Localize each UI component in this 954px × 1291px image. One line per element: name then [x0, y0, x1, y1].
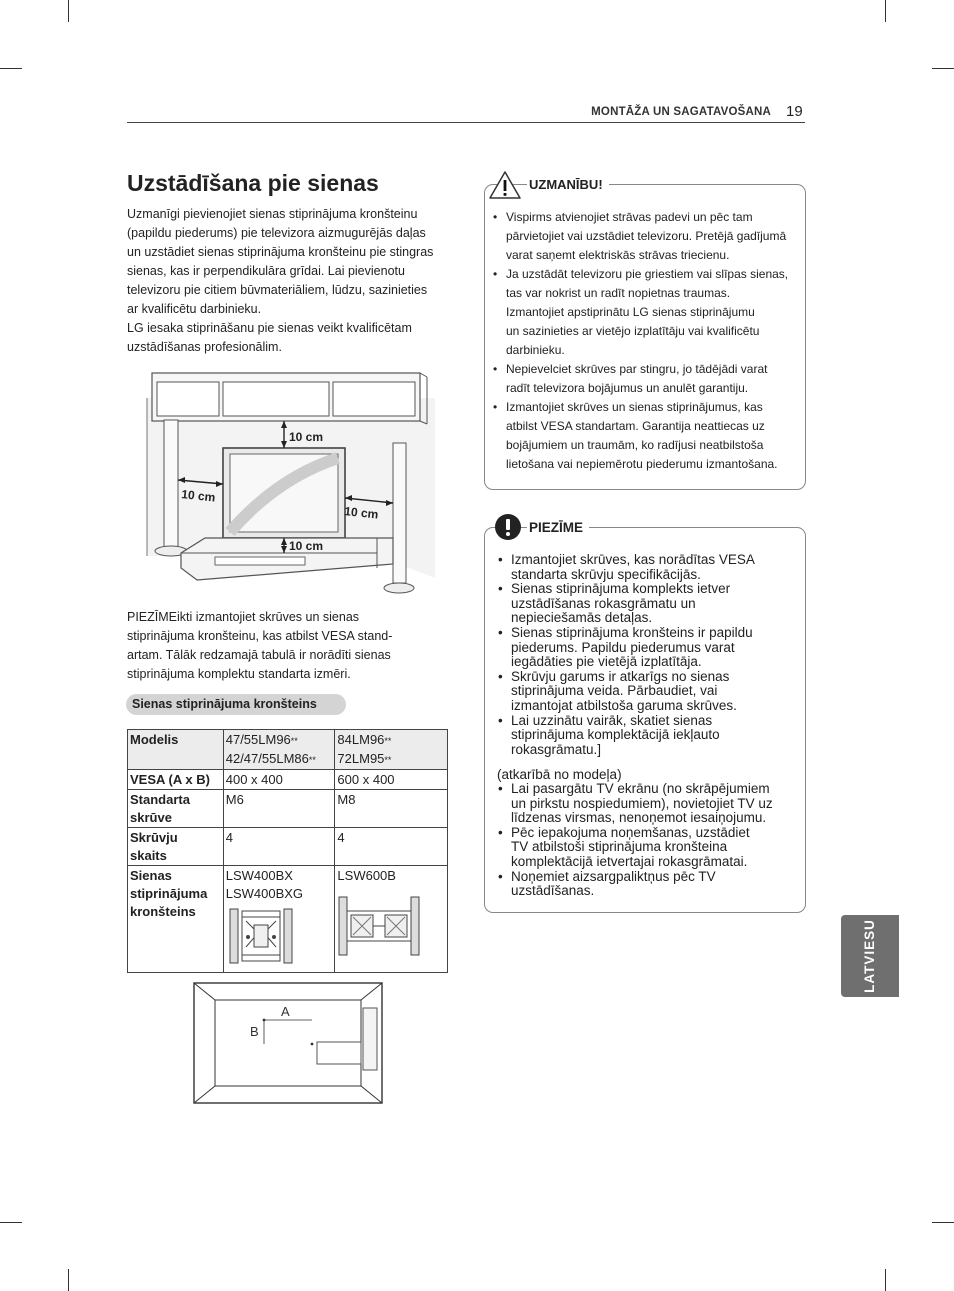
page-title: Uzstādīšana pie sienas: [127, 170, 379, 196]
wall-mount-spec-table: [127, 729, 448, 973]
note-model-dependence: (atkarībā no modeļa): [497, 767, 622, 782]
model-value: 84LM96: [337, 732, 385, 747]
intro-line: (papildu piederums) pie televizora aizmugurējās daļas: [127, 226, 426, 240]
model-mark: **: [384, 736, 392, 746]
language-tab: [841, 915, 899, 997]
bracket-model: LSW400BXG: [225, 886, 304, 901]
row-label-model: Modelis: [128, 730, 224, 770]
header-rule: [127, 122, 805, 123]
table-row: [128, 828, 448, 866]
clearance-label-left: 10 cm: [180, 487, 216, 505]
intro-line: Uzmanīgi pievienojiet sienas stiprinājuma kronšteinu: [127, 207, 418, 221]
wall-mount-clearance-illustration: [137, 368, 439, 604]
caution-title: UZMANĪBU!: [527, 177, 609, 192]
note-list-b: [497, 782, 797, 899]
crop-mark: [885, 1269, 886, 1291]
intro-line: ar kvalificētu darbinieku.: [127, 302, 262, 316]
model-mark: **: [384, 755, 392, 765]
clearance-label-bottom: 10 cm: [289, 539, 324, 553]
note-line: stiprinājuma komplektu standarta izmēri.: [127, 667, 351, 681]
note-item: • Lai uzzinātu vairāk, skatiet sienas stiprinājuma komplektācijā iekļauto rokasgrāmatu.]: [497, 714, 797, 758]
clearance-label-right: 10 cm: [343, 504, 379, 522]
intro-line: sienas, kas ir perpendikulāra grīdai. Lai pievienotu: [127, 264, 405, 278]
row-label-vesa: VESA (A x B): [128, 770, 224, 790]
note-item: • Pēc iepakojuma noņemšanas, uzstādiet TV atbilstoši stiprinājuma kronšteina komplektācijā ietvertajai rokasgrāmatai.: [497, 826, 797, 870]
table-cell: [223, 730, 335, 770]
note-exclamation-icon: [494, 513, 522, 541]
intro-line: un uzstādiet sienas stiprinājuma kronšteinu pie stingras: [127, 245, 434, 259]
model-value: 42/47/55LM86: [225, 751, 309, 766]
table-cell: [335, 730, 448, 770]
crop-mark: [0, 68, 22, 69]
row-label-screw: Standarta skrūve: [128, 790, 224, 828]
table-cell: 4: [335, 828, 448, 866]
crop-mark: [68, 1269, 69, 1291]
warning-triangle-icon: [488, 170, 522, 200]
table-cell: [223, 866, 335, 973]
table-row: [128, 770, 448, 790]
model-value: 47/55LM96: [225, 732, 291, 747]
crop-mark: [68, 0, 69, 22]
intro-line: televizoru pie citiem būvmateriāliem, lūdzu, sazinieties: [127, 283, 428, 297]
caution-item: • Vispirms atvienojiet strāvas padevi un pēc tam pārvietojiet vai uzstādiet televizoru. Pretējā gadījumā varat saņemt elektriskās strāvas triecienu.: [491, 208, 801, 265]
table-heading: Sienas stiprinājuma kronšteins: [126, 694, 346, 715]
vesa-note-paragraph: [127, 608, 392, 684]
intro-line: uzstādīšanas profesionālim.: [127, 340, 282, 354]
section-title: MONTĀŽA UN SAGATAVOŠANA: [591, 106, 771, 118]
caution-item: • Ja uzstādāt televizoru pie griestiem vai slīpas sienas, tas var nokrist un radīt nopietnas traumas. Izmantojiet apstiprinātu LG sienas stiprinājumu un sazinieties ar vietējo izplatītāju vai kvalificētu darbinieku.: [491, 265, 801, 360]
note-line: stiprinājuma kronšteinu, kas atbilst VESA stand-: [127, 629, 393, 643]
bracket-model: LSW400BX: [225, 868, 293, 883]
note-line: artam. Tālāk redzamajā tabulā ir norādīti sienas: [127, 648, 391, 662]
dimension-label-a: A: [281, 1004, 290, 1019]
table-cell: 400 x 400: [223, 770, 335, 790]
note-line: PIEZĪMEikti izmantojiet skrūves un sienas: [127, 610, 360, 624]
page-number: 19: [786, 103, 803, 120]
row-label-bracket: Sienas stiprinājuma kronšteins: [128, 866, 224, 973]
note-item: • Noņemiet aizsargpaliktņus pēc TV uzstādīšanas.: [497, 870, 797, 899]
note-item: • Lai pasargātu TV ekrānu (no skrāpējumiem un pirkstu nospiedumiem), novietojiet TV uz līdzenas virsmas, nenoņemot iesaiņojumu.: [497, 782, 797, 826]
caution-list: [491, 208, 801, 474]
model-mark: **: [290, 736, 298, 746]
table-cell: 4: [223, 828, 335, 866]
intro-line: LG iesaka stiprināšanu pie sienas veikt kvalificētam: [127, 321, 412, 335]
crop-mark: [932, 68, 954, 69]
clearance-label-top: 10 cm: [289, 430, 324, 444]
note-title: PIEZĪME: [527, 520, 589, 535]
bracket-model: LSW600B: [337, 868, 396, 883]
table-row: [128, 790, 448, 828]
note-item: • Sienas stiprinājuma komplekts ietver uzstādīšanas rokasgrāmatu un nepieciešamās detaļas.: [497, 582, 797, 626]
bracket-lsw600-icon: [337, 895, 421, 957]
crop-mark: [0, 1222, 22, 1223]
note-item: • Sienas stiprinājuma kronšteins ir papildu piederums. Papildu piederumus varat iegādāties pie vietējā izplatītāja.: [497, 626, 797, 670]
table-cell: M8: [335, 790, 448, 828]
vesa-dimension-diagram: [193, 982, 383, 1104]
crop-mark: [885, 0, 886, 22]
row-label-count: Skrūvju skaits: [128, 828, 224, 866]
caution-item: • Nepievelciet skrūves par stingru, jo tādējādi varat radīt televizora bojājumus un anulēt garantiju.: [491, 360, 801, 398]
table-cell: M6: [223, 790, 335, 828]
model-mark: **: [308, 755, 316, 765]
table-cell: 600 x 400: [335, 770, 448, 790]
model-value: 72LM95: [337, 751, 385, 766]
bracket-lsw400-icon: [226, 907, 296, 965]
crop-mark: [932, 1222, 954, 1223]
note-list-a: [497, 553, 797, 757]
caution-item: • Izmantojiet skrūves un sienas stiprinājumus, kas atbilst VESA standartam. Garantija neattiecas uz bojājumiem un traumām, ko radījusi neatbilstoša lietošana vai nepiemērotu piederumu izmantošana.: [491, 398, 801, 474]
table-cell: [335, 866, 448, 973]
language-tab-label: LATVIESU: [862, 919, 877, 993]
note-item: • Skrūvju garums ir atkarīgs no sienas stiprinājuma veida. Pārbaudiet, vai izmantojat atbilstoša garuma skrūves.: [497, 670, 797, 714]
dimension-label-b: B: [250, 1024, 259, 1039]
note-item: • Izmantojiet skrūves, kas norādītas VESA standarta skrūvju specifikācijās.: [497, 553, 797, 582]
intro-paragraph: [127, 205, 433, 357]
table-row: [128, 730, 448, 770]
table-row: [128, 866, 448, 973]
